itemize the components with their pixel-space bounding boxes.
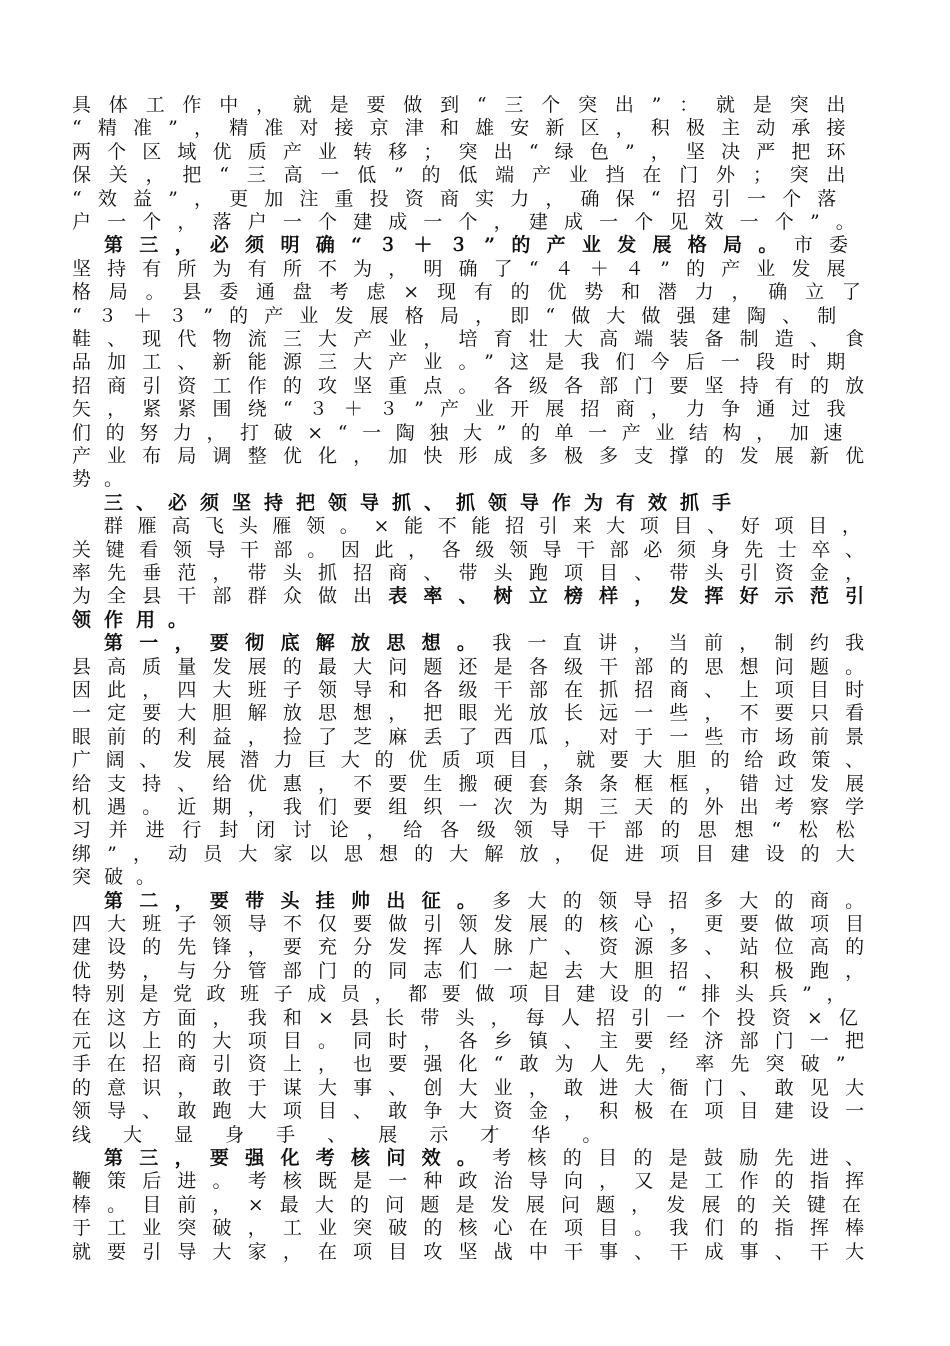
text: 格局。县委通盘考虑×现有的优势和潜力，确立了 (72, 281, 879, 304)
text-line (72, 538, 879, 562)
text-line (72, 585, 881, 608)
text-line (104, 492, 864, 515)
text: 为全县干部群众做出 (72, 585, 389, 608)
text-line (72, 117, 864, 140)
text-line (72, 1053, 864, 1076)
text: 招商引资工作的攻坚重点。各级各部门要坚持有的放 (72, 374, 881, 397)
text-line (72, 609, 864, 632)
text-line (72, 422, 864, 445)
text-line (72, 959, 881, 983)
text-line (72, 1006, 875, 1030)
text: 势。 (72, 468, 137, 491)
text-line (72, 819, 873, 842)
text-line (72, 374, 881, 398)
text: 关键看领导干部。因此，各级领导干部必须身先士卒、 (72, 538, 879, 561)
text: 线 大 显 身 手 、 展 示 才 华 。 (72, 1123, 615, 1146)
text: 在这方面，我和×县长带头，每人招引一个投资×亿 (72, 1006, 875, 1029)
text: 眼前的利益，捡了芝麻丢了西瓜，对于一些市场前景 (72, 725, 881, 748)
text-line (72, 141, 864, 164)
text: 就要引导大家，在项目攻坚战中干事、干成事、干大 (72, 1240, 881, 1263)
text: 绑”，动员大家以思想的大解放，促进项目建设的大 (72, 842, 871, 865)
text: 矢，紧紧围绕“３＋３”产业开展招商，力争通过我 (72, 398, 862, 421)
bold-text: 第三，必须明确“３＋３”的产业发展格局。 (104, 234, 794, 257)
text-line (72, 398, 864, 421)
text: “效益”，更加注重投资商实力，确保“招引一个落 (72, 187, 853, 210)
text: “精准”，精准对接京津和雄安新区，积极主动承接 (72, 117, 862, 140)
text: 一定要大胆解放思想，把眼光放长远一些，不要只看 (72, 702, 881, 725)
bold-text: 领作用。 (72, 608, 201, 631)
text: 坚持有所为有所不为，明确了“４＋４”的产业发展 (72, 257, 862, 280)
text: 率先垂范，带头抓招商、带头跑项目、带头引资金， (72, 562, 881, 584)
text-line (104, 234, 864, 257)
text-line (72, 702, 881, 725)
text: “３＋３”的产业发展格局，即“做大做强建陶、制 (72, 304, 853, 327)
text: 因此，四大班子领导和各级干部在抓招商、上项目时 (72, 679, 881, 701)
text-line (72, 936, 881, 959)
text: 优势，与分管部门的同志们一起去大胆招、积极跑， (72, 959, 881, 982)
text: 户一个，落户一个建成一个，建成一个见效一个”。 (72, 211, 871, 233)
bold-text: 三、必须坚持把领导抓、抓领导作为有效抓手 (104, 491, 745, 514)
text-line (72, 866, 864, 889)
text: 我一直讲，当前，制约我 (492, 632, 881, 655)
text-line (72, 725, 881, 749)
text-line (72, 281, 879, 304)
text: 领导、敢跑大项目、敢争大资金，积极在项目建设一 (72, 1100, 881, 1123)
text: 突破。 (72, 866, 169, 889)
text: 多大的领导招多大的商。 (492, 889, 881, 912)
text: 习并进行封闭讨论，给各级领导干部的思想“松松 (72, 819, 873, 842)
bold-text: 表率、树立榜样，发挥好示范引 (388, 585, 881, 608)
text: 于工业突破，工业突破的核心在项目。我们的指挥棒 (72, 1217, 881, 1240)
text-line (72, 1124, 864, 1147)
text: 品加工、新能源三大产业。”这是我们今后一段时期 (72, 351, 862, 374)
text-line (72, 328, 881, 351)
text-line (72, 772, 881, 796)
text-line (104, 515, 876, 538)
text: 们的努力，打破×“一陶独大”的单一产业结构，加速 (72, 421, 857, 444)
text: 两个区域优质产业转移；突出“绿色”，坚决严把环 (72, 140, 862, 163)
text: 手在招商引资上，也要强化“敢为人先，率先突破” (72, 1053, 862, 1076)
text-line (72, 188, 864, 211)
text-line (72, 1240, 881, 1264)
text-line (72, 468, 864, 491)
text: 机遇。近期，我们要组织一次为期三天的外出考察学 (72, 796, 881, 818)
text-line (72, 164, 864, 187)
text-line (72, 1193, 878, 1217)
text-line (72, 655, 881, 679)
text-line (72, 1076, 881, 1100)
text-line (72, 258, 864, 281)
text-line (72, 842, 871, 866)
text-line (72, 749, 879, 772)
bold-text: 第二，要带头挂帅出征。 (104, 889, 493, 912)
text: 元以上的大项目。同时，各乡镇、主要经济部门一把 (72, 1030, 881, 1052)
text: 的意识，敢于谋大事、创大业，敢进大衙门、敢见大 (72, 1076, 881, 1099)
text: 广阔、发展潜力巨大的优质项目，就要大胆的给政策、 (72, 749, 879, 772)
text-line (72, 1170, 881, 1193)
text-line (72, 1100, 881, 1123)
text-line (72, 94, 864, 117)
text-line (72, 913, 881, 936)
text: 县高质量发展的最大问题还是各级干部的思想问题。 (72, 655, 881, 678)
text-line (72, 1217, 881, 1240)
text: 保关，把“三高一低”的低端产业挡在门外；突出 (72, 164, 864, 187)
text-line (104, 632, 881, 655)
text-line (72, 679, 881, 702)
text-line (72, 305, 864, 328)
text-line (72, 445, 881, 468)
text: 棒。目前，×最大的问题是发展问题，发展的关键在 (72, 1193, 878, 1216)
bold-text: 第一，要彻底解放思想。 (104, 632, 493, 655)
text: 鞋、现代物流三大产业，培育壮大高端装备制造、食 (72, 328, 881, 350)
text: 鞭策后进。考核既是一种政治导向，又是工作的指挥 (72, 1170, 881, 1193)
text-line (72, 211, 871, 234)
text-line (72, 562, 881, 585)
bold-text: 第三，要强化考核问效。 (104, 1147, 493, 1169)
text: 群雁高飞头雁领。×能不能招引来大项目、好项目， (104, 515, 876, 538)
text: 四大班子领导不仅要做引领发展的核心，更要做项目 (72, 913, 881, 935)
text: 市委 (793, 234, 865, 257)
text-line (72, 796, 881, 819)
text: 产业布局调整优化，加快形成多极多支撑的发展新优 (72, 445, 881, 467)
text: 具体工作中，就是要做到“三个突出”：就是突出 (72, 94, 864, 116)
text-line (72, 351, 864, 374)
text: 给支持、给优惠，不要生搬硬套条条框框，错过发展 (72, 772, 881, 795)
text-line (104, 889, 881, 913)
text: 建设的先锋，要充分发挥人脉广、资源多、站位高的 (72, 936, 881, 959)
text: 特别是党政班子成员，都要做项目建设的“排头兵”， (72, 983, 861, 1006)
text-line (72, 1030, 881, 1053)
text-line (72, 983, 864, 1006)
text-line (104, 1147, 881, 1170)
text: 考核的目的是鼓励先进、 (492, 1147, 881, 1169)
